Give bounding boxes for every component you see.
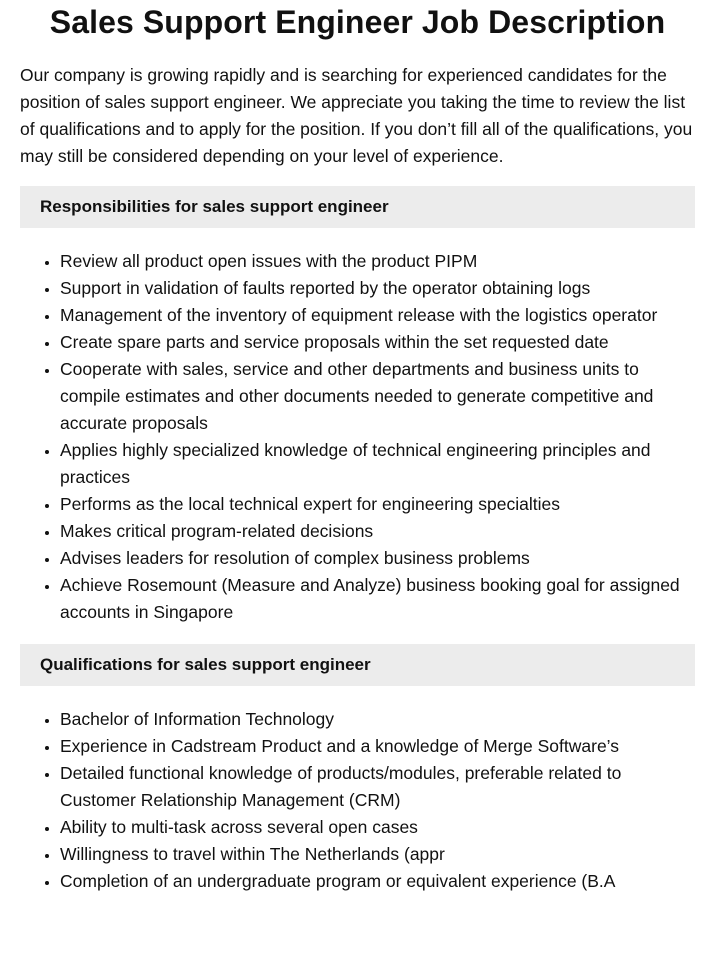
responsibilities-heading: Responsibilities for sales support engineer bbox=[20, 186, 695, 228]
intro-paragraph: Our company is growing rapidly and is searching for experienced candidates for the position of sales support engineer. We appreciate you taking the time to review the list of qualifications and to apply for the position. If you don’t fill all of the qualifications, you may still be considered depending on your level of experience. bbox=[20, 65, 693, 166]
list-item: • Bachelor of Information Technology bbox=[60, 706, 695, 733]
list-item: • Create spare parts and service proposals within the set requested date bbox=[60, 329, 695, 356]
list-item: • Detailed functional knowledge of products/modules, preferable related to Customer Relationship Management (CRM) bbox=[60, 760, 695, 814]
list-item: • Support in validation of faults reported by the operator obtaining logs bbox=[60, 275, 695, 302]
list-item: • Ability to multi-task across several open cases bbox=[60, 814, 695, 841]
list-item: • Experience in Cadstream Product and a knowledge of Merge Software’s bbox=[60, 733, 695, 760]
qualifications-list bbox=[20, 706, 695, 895]
list-item: • Makes critical program-related decisions bbox=[60, 518, 695, 545]
list-item: • Willingness to travel within The Netherlands (appr bbox=[60, 841, 695, 868]
page-title: Sales Support Engineer Job Description bbox=[49, 4, 666, 40]
responsibilities-list bbox=[20, 248, 695, 626]
list-item: • Advises leaders for resolution of complex business problems bbox=[60, 545, 695, 572]
qualifications-heading: Qualifications for sales support engineer bbox=[20, 644, 695, 686]
list-item: • Performs as the local technical expert for engineering specialties bbox=[60, 491, 695, 518]
list-item: • Achieve Rosemount (Measure and Analyze) business booking goal for assigned accounts in Singapore bbox=[60, 572, 695, 626]
list-item: • Review all product open issues with the product PIPM bbox=[60, 248, 695, 275]
list-item: • Cooperate with sales, service and other departments and business units to compile estimates and other documents needed to generate competitive and accurate proposals bbox=[60, 356, 695, 437]
list-item: • Completion of an undergraduate program or equivalent experience (B.A bbox=[60, 868, 695, 895]
list-item: • Management of the inventory of equipment release with the logistics operator bbox=[60, 302, 695, 329]
list-item: • Applies highly specialized knowledge of technical engineering principles and practices bbox=[60, 437, 695, 491]
